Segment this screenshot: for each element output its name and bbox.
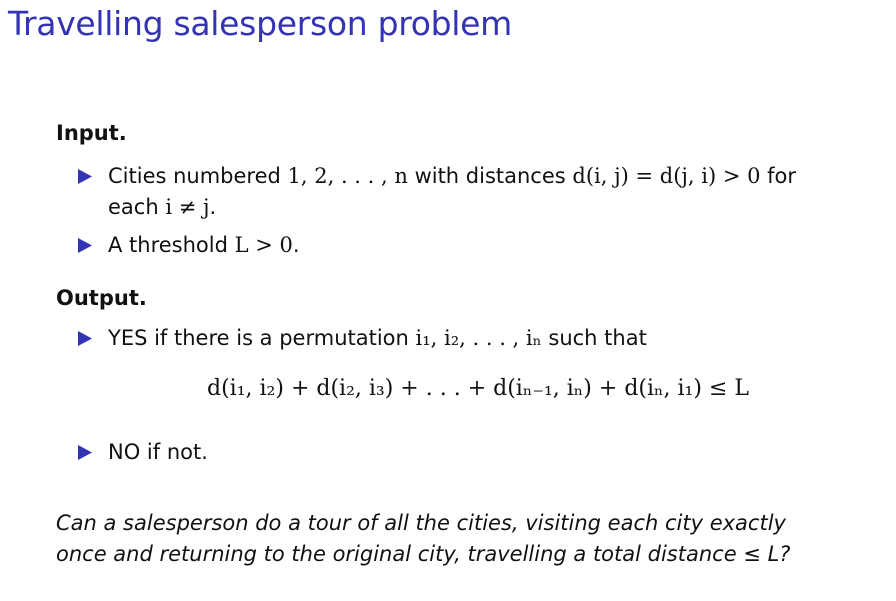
cities-text-a: Cities numbered bbox=[108, 164, 288, 188]
cities-math-c: i ≠ j bbox=[165, 195, 210, 219]
no-text: NO if not. bbox=[108, 440, 208, 464]
list-item-no bbox=[77, 437, 857, 468]
yes-text-b: such that bbox=[541, 326, 647, 350]
cities-math-a: 1, 2, . . . , n bbox=[287, 164, 408, 188]
yes-math: i₁, i₂, . . . , iₙ bbox=[415, 326, 542, 350]
yes-text-a: YES if there is a permutation bbox=[108, 326, 416, 350]
threshold-text-b: . bbox=[292, 233, 300, 257]
cities-text-c: for bbox=[760, 164, 797, 188]
list-item-cities bbox=[77, 161, 857, 223]
question-line-2: once and returning to the original city, travelling a total distance ≤ L? bbox=[56, 542, 791, 566]
cities-text-e: . bbox=[209, 195, 217, 219]
list-item-threshold bbox=[77, 230, 857, 261]
slide-title: Travelling salesperson problem bbox=[8, 4, 513, 43]
output-heading: Output. bbox=[56, 286, 147, 310]
question-text bbox=[56, 508, 856, 570]
cities-text-b: with distances bbox=[407, 164, 573, 188]
question-line-1: Can a salesperson do a tour of all the cities, visiting each city exactly bbox=[56, 511, 786, 535]
cities-text-d: each bbox=[108, 195, 166, 219]
cities-math-b: d(i, j) = d(j, i) > 0 bbox=[572, 164, 761, 188]
threshold-text-a: A threshold bbox=[108, 233, 235, 257]
tour-formula: d(i₁, i₂) + d(i₂, i₃) + . . . + d(iₙ₋₁, iₙ) + d(iₙ, i₁) ≤ L bbox=[207, 376, 749, 401]
input-heading: Input. bbox=[56, 121, 127, 145]
threshold-math: L > 0 bbox=[234, 233, 293, 257]
list-item-yes bbox=[77, 323, 857, 354]
